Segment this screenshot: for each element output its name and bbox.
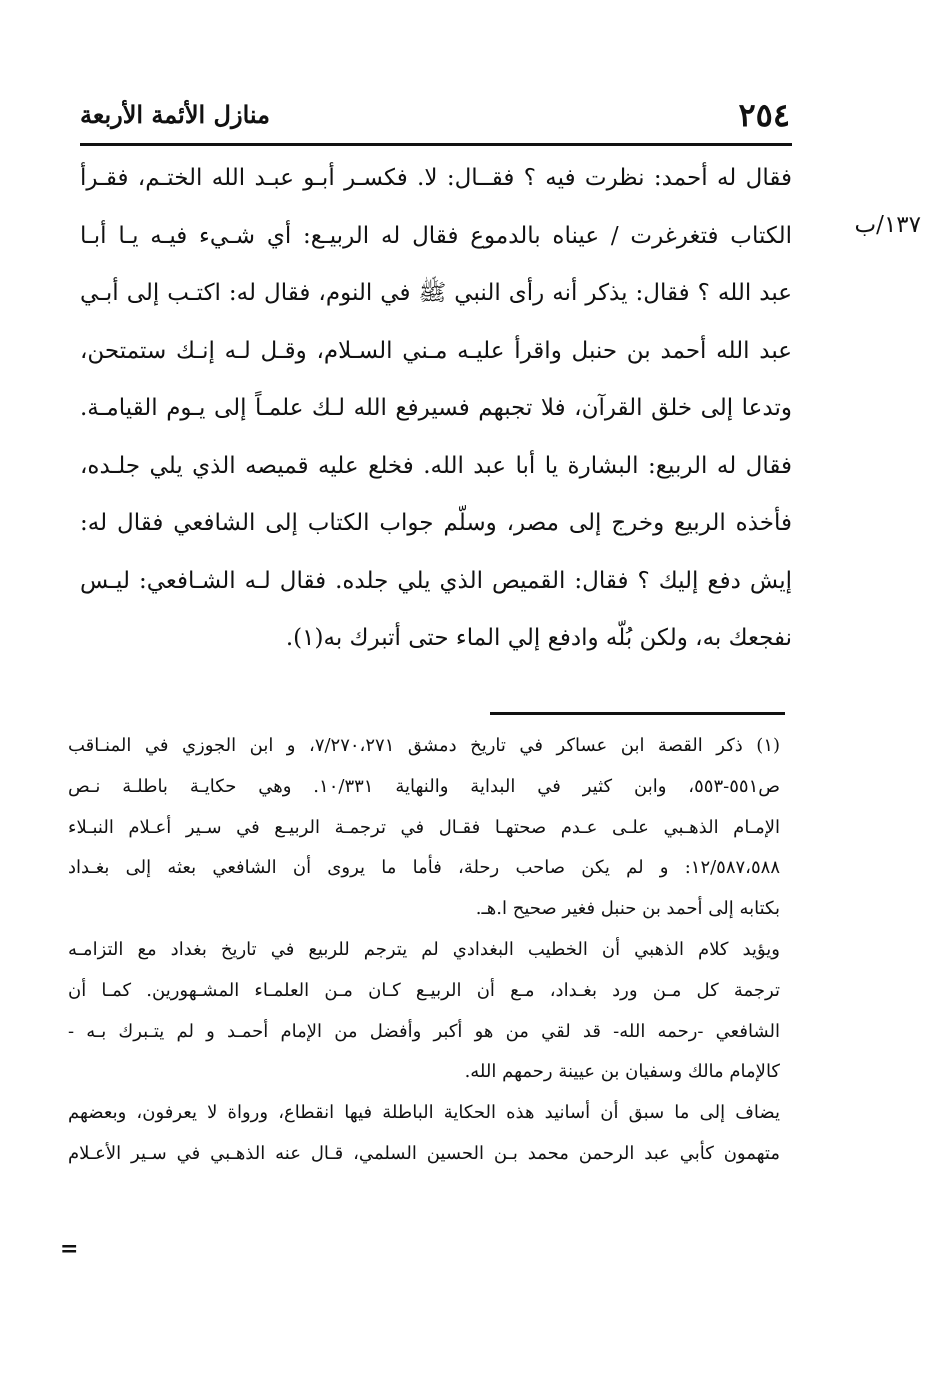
main-text-line: وتدعا إلى خلق القرآن، فلا تجبهم فسيرفع الله لـك علمـاً إلى يـوم القيامـة. xyxy=(80,395,792,421)
main-text-line: فأخذه الربيع وخرج إلى مصر، وسلّم جواب الكتاب إلى الشافعي فقال له: xyxy=(80,510,792,536)
main-text-line: نفجعك به، ولكن بُلّه وادفع إلي الماء حتى أتبرك به(١). xyxy=(285,625,792,651)
footnote-line: ١٢/٥٨٧،٥٨٨: و لم يكن صاحب رحلة، فأما ما يروى أن الشافعي بعثه إلى بغـداد xyxy=(68,857,780,879)
footnote-line: الإمـام الذهـبي علـى عـدم صحتهـا فقـال في ترجمـة الربيـع في سـير أعـلام النبـلاء xyxy=(68,816,780,838)
footnote-line: كالإمام مالك وسفيان بن عيينة رحمهم الله. xyxy=(464,1061,780,1083)
header-divider xyxy=(80,143,792,146)
main-text-line: عبد الله أحمد بن حنبل واقرأ عليـه مـني السـلام، وقـل لـه إنـك ستمتحن، xyxy=(80,337,792,364)
main-text-block xyxy=(80,150,792,668)
footnote-divider xyxy=(490,712,785,715)
footnote-line: ويؤيد كلام الذهبي أن الخطيب البغدادي لم يترجم للربيع في تاريخ بغداد مع التزامـه xyxy=(68,938,780,960)
footnote-line: يضاف إلى ما سبق أن أسانيد هذه الحكاية الباطلة فيها انقطاع، ورواة لا يعرفون، وبعضهم xyxy=(68,1102,780,1124)
footnote-line: ترجمة كل مـن ورد بغـداد، مـع أن الربيـع كـان مـن العلمـاء المشـهورين. كمـا أن xyxy=(68,979,780,1001)
footnote-line: متهمون كأبي عبد الرحمن محمد بـن الحسين السلمي، قـال عنه الذهـبي في سـير الأعـلام xyxy=(68,1142,780,1164)
page-number: ٢٥٤ xyxy=(738,96,790,134)
page-header xyxy=(80,92,790,144)
manuscript-folio-marker: ١٣٧/ب xyxy=(854,212,921,238)
footnote-line: (١) ذكر القصة ابن عساكر في تاريخ دمشق ٧/٢٧٠،٢٧١، و ابن الجوزي في المنـاقب xyxy=(68,735,780,756)
footnotes-block xyxy=(68,726,780,1175)
main-text-line: إيش دفع إليك ؟ فقال: القميص الذي يلي جلده. فقال لـه الشـافعي: ليـس xyxy=(80,567,792,594)
running-title: منازل الأئمة الأربعة xyxy=(80,100,270,129)
footnote-line: بكتابه إلى أحمد بن حنبل فغير صحيح ا.هـ. xyxy=(475,898,780,920)
footnote-line: ص٥٥١-٥٥٣، وابن كثير في البداية والنهاية ١٠/٣٣١. وهي حكايـة باطلـة نـص xyxy=(68,775,780,797)
main-text-line: عبد الله ؟ فقال: يذكر أنه رأى النبي ﷺ في النوم، فقال له: اكتـب إلى أبـي xyxy=(80,280,792,306)
continuation-mark: = xyxy=(60,1236,79,1262)
main-text-line: فقال له الربيع: البشارة يا أبا عبد الله. فخلع عليه قميصه الذي يلي جلـده، xyxy=(80,452,792,479)
main-text-line: فقال له أحمد: نظرت فيه ؟ فقــال: لا. فكسـر أبـو عبـد الله الختـم، فقـرأ xyxy=(80,165,792,191)
main-text-line: الكتاب فتغرغرت / عيناه بالدموع فقال له الربيـع: أي شـيء فيـه يـا أبـا xyxy=(80,222,792,249)
footnote-line: الشافعي -رحمه الله- قد لقي من هو أكبر وأفضل من الإمام أحمـد و لم يتـبرك بـه - xyxy=(68,1020,780,1042)
